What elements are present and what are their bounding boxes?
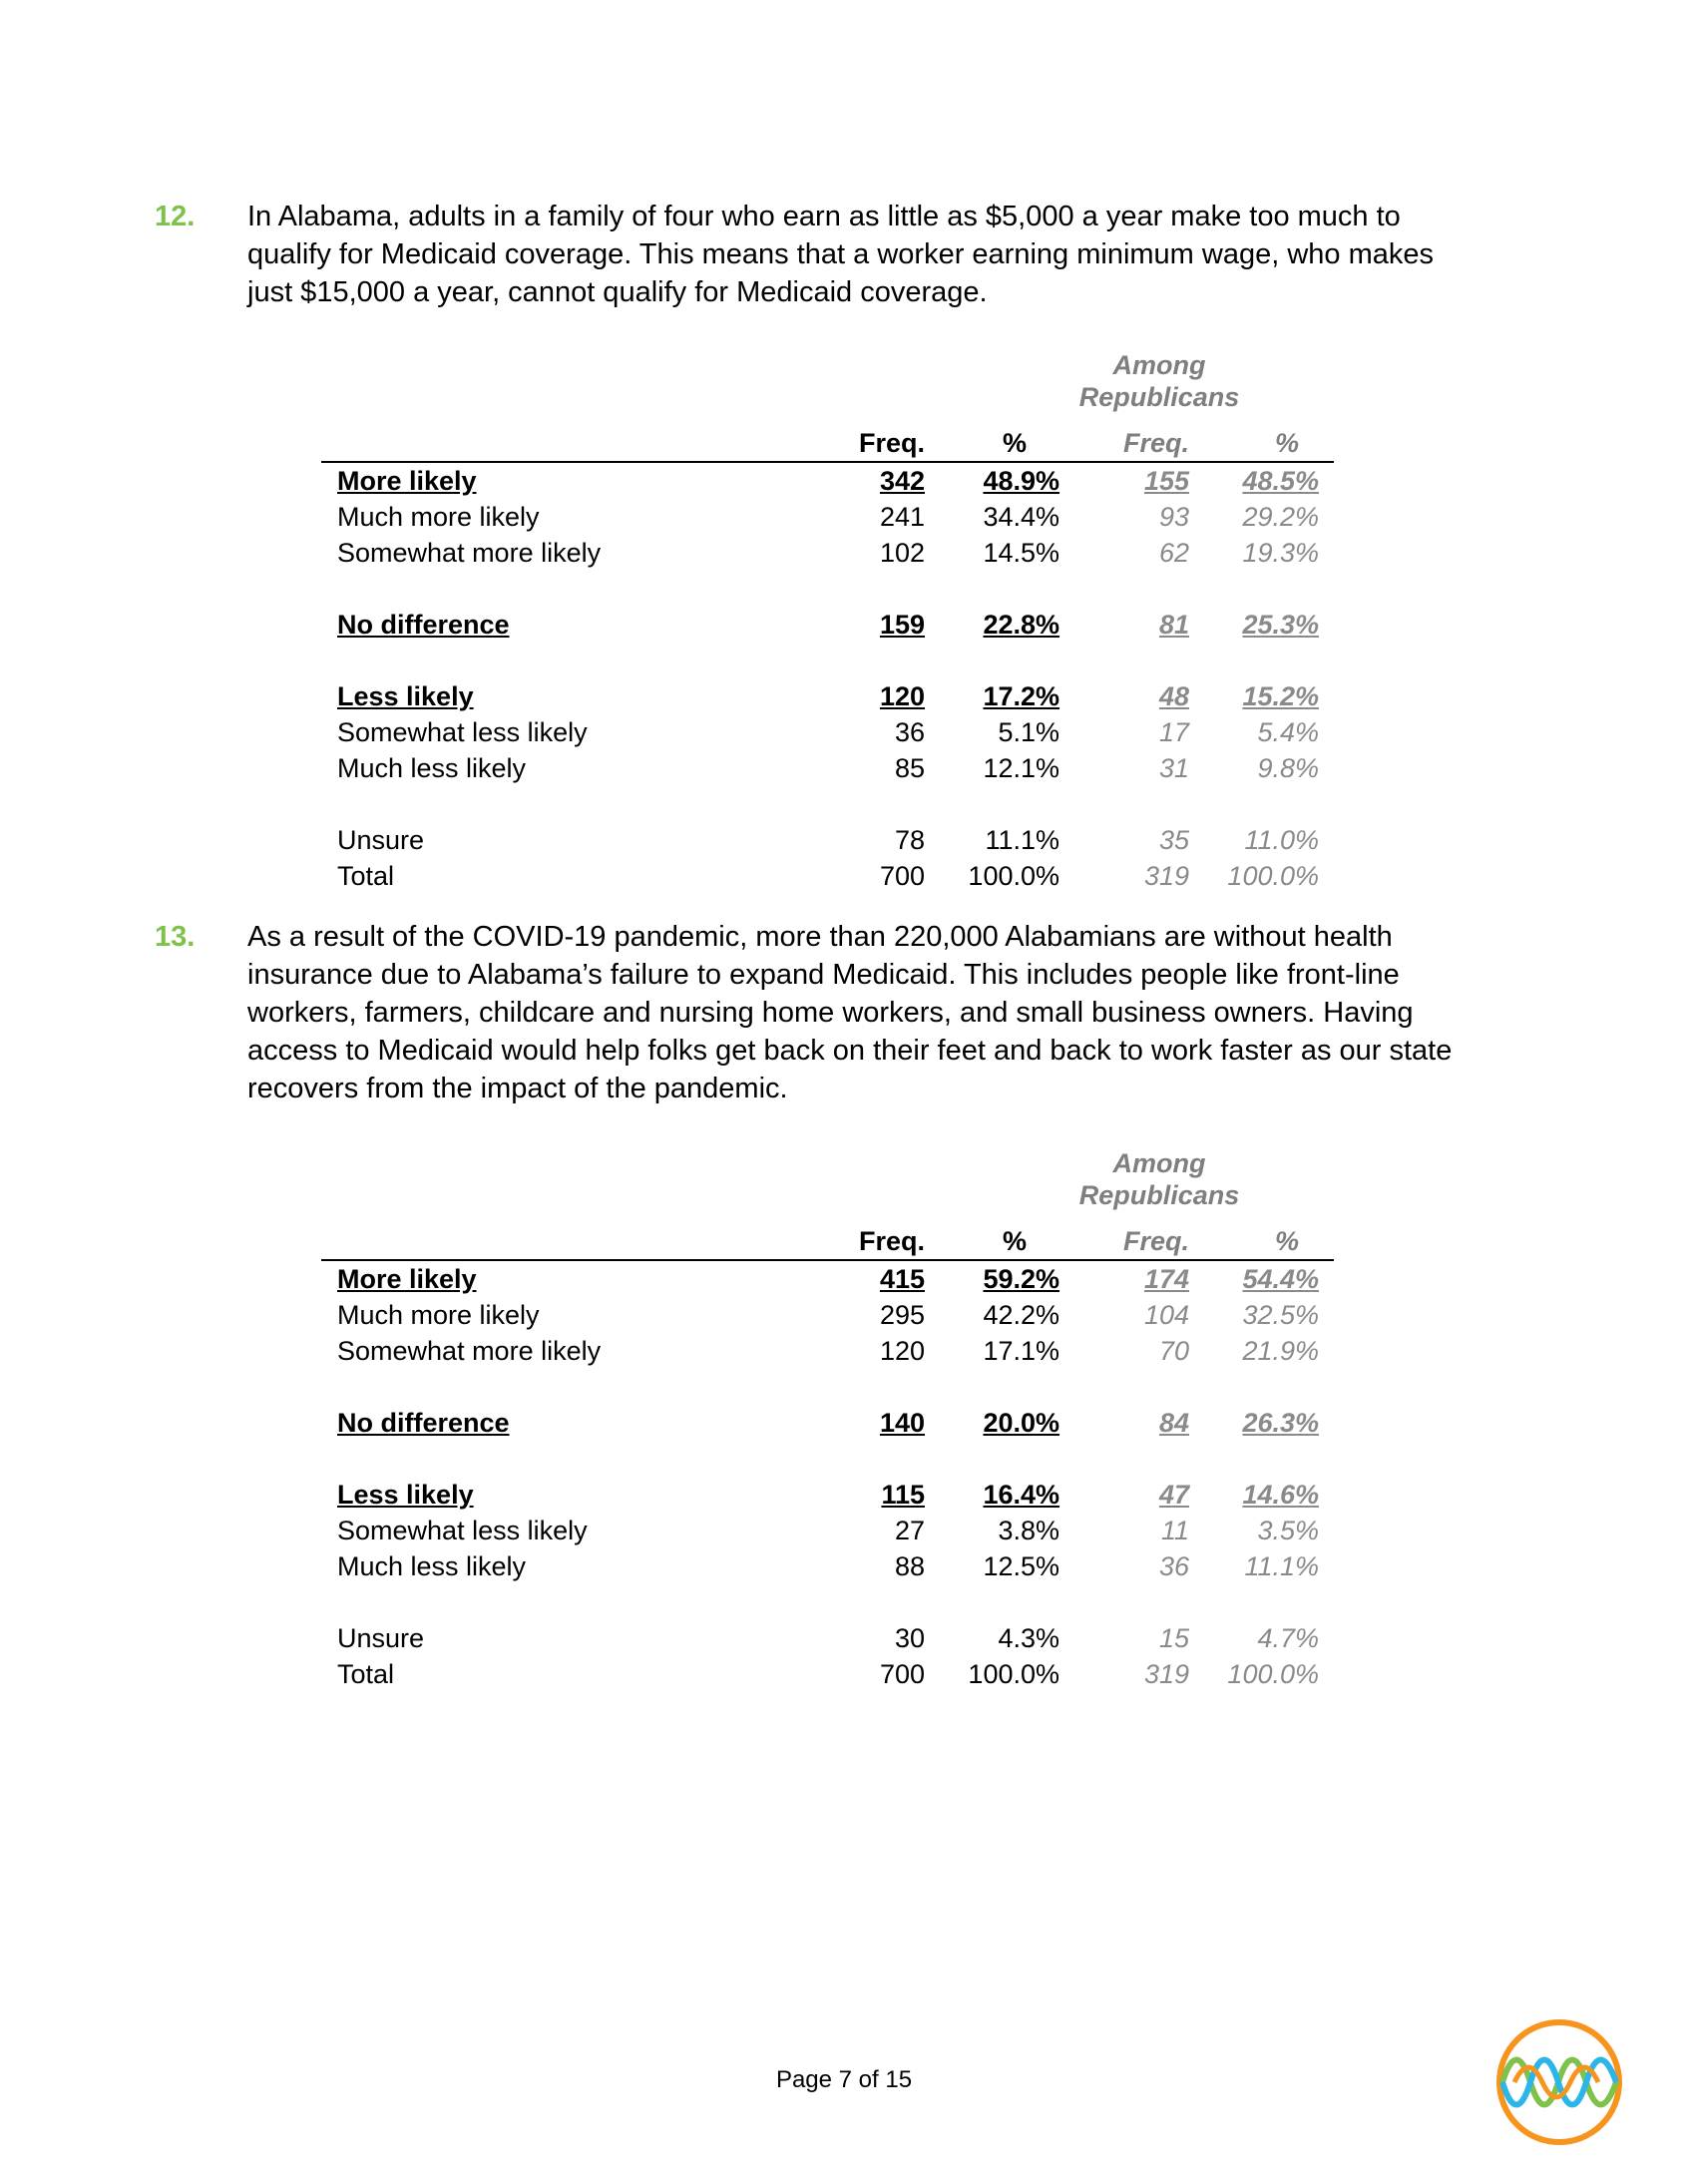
rep-pct-value: 5.4% — [1257, 717, 1319, 747]
row-label: More likely — [337, 1264, 477, 1294]
row-spacer — [321, 1369, 1334, 1405]
rep-freq-value: 62 — [1158, 538, 1189, 568]
freq-value: 241 — [879, 502, 925, 532]
pct-value: 5.1% — [998, 717, 1059, 747]
pct-value: 48.9% — [983, 466, 1059, 496]
pct-value: 12.5% — [983, 1551, 1059, 1581]
table-header — [321, 349, 1334, 461]
page-number: Page 7 of 15 — [775, 2066, 913, 2093]
row-label: More likely — [337, 466, 477, 496]
freq-value: 140 — [879, 1408, 925, 1438]
question-number: 12. — [155, 201, 196, 232]
row-spacer — [321, 1584, 1334, 1620]
freq-value: 78 — [894, 825, 925, 855]
rep-pct-value: 26.3% — [1242, 1408, 1319, 1438]
row-label: Somewhat more likely — [337, 1336, 602, 1366]
row-spacer — [321, 786, 1334, 822]
rep-pct-value: 9.8% — [1257, 753, 1319, 783]
row-spacer — [321, 1441, 1334, 1477]
wave-circle-logo-icon — [1494, 2017, 1624, 2147]
table-row — [321, 1297, 1334, 1333]
pct-value: 17.1% — [983, 1336, 1059, 1366]
rep-pct-value: 54.4% — [1242, 1264, 1319, 1294]
pct-value: 12.1% — [983, 753, 1059, 783]
pct-value: 16.4% — [983, 1480, 1059, 1510]
row-label: No difference — [337, 1408, 510, 1438]
rep-pct-value: 11.1% — [1244, 1551, 1319, 1581]
rep-pct-value: 100.0% — [1227, 861, 1319, 891]
rep-pct-value: 14.6% — [1242, 1480, 1319, 1510]
rep-freq-value: 104 — [1143, 1300, 1189, 1330]
table-row — [321, 1656, 1334, 1692]
table-row — [321, 499, 1334, 535]
rep-freq-value: 36 — [1158, 1551, 1189, 1581]
table-row — [321, 1333, 1334, 1369]
rep-freq-value: 17 — [1158, 717, 1189, 747]
row-label: Total — [337, 1659, 395, 1689]
row-label: Much more likely — [337, 1300, 540, 1330]
header-freq: Freq. — [858, 1226, 925, 1256]
rep-pct-value: 11.0% — [1244, 825, 1319, 855]
rep-freq-value: 81 — [1158, 610, 1189, 640]
freq-value: 295 — [879, 1300, 925, 1330]
rep-freq-value: 47 — [1158, 1480, 1189, 1510]
table-header — [321, 1147, 1334, 1259]
row-label: Less likely — [337, 1480, 474, 1510]
table-body — [321, 463, 1334, 894]
row-label: Somewhat more likely — [337, 538, 602, 568]
table-row — [321, 1261, 1334, 1297]
pct-value: 34.4% — [983, 502, 1059, 532]
table-row — [321, 1405, 1334, 1441]
table-row — [321, 822, 1334, 858]
question-text: As a result of the COVID-19 pandemic, more than 220,000 Alabamians are without health insurance due to Alabama’s failure to expand Medicaid. This includes people like front-line workers, farmers, childcare and nursing home workers, and small business owners. Having access to Medicaid would help folks get back on their feet and back to work faster as our state recovers from the impact of the pandemic. — [247, 921, 1453, 1104]
question-text: In Alabama, adults in a family of four who earn as little as $5,000 a year make too much to qualify for Medicaid coverage. This means that a worker earning minimum wage, who makes just $15,000 a year, cannot qualify for Medicaid coverage. — [247, 201, 1434, 308]
rep-pct-value: 19.3% — [1242, 538, 1319, 568]
rep-pct-value: 15.2% — [1242, 681, 1319, 711]
header-rep-freq: Freq. — [1122, 1226, 1189, 1256]
row-spacer — [321, 571, 1334, 607]
pct-value: 3.8% — [998, 1516, 1059, 1545]
table-row — [321, 750, 1334, 786]
header-pct: % — [1002, 1226, 1027, 1256]
rep-freq-value: 84 — [1158, 1408, 1189, 1438]
pct-value: 59.2% — [983, 1264, 1059, 1294]
rep-pct-value: 4.7% — [1257, 1623, 1319, 1653]
freq-value: 88 — [894, 1551, 925, 1581]
results-table-12 — [321, 349, 1334, 894]
freq-value: 120 — [879, 1336, 925, 1366]
row-label: Total — [337, 861, 395, 891]
pct-value: 20.0% — [983, 1408, 1059, 1438]
rep-pct-value: 21.9% — [1242, 1336, 1319, 1366]
freq-value: 120 — [879, 681, 925, 711]
row-label: Unsure — [337, 1623, 425, 1653]
rep-freq-value: 31 — [1158, 753, 1189, 783]
freq-value: 700 — [879, 1659, 925, 1689]
pct-value: 17.2% — [983, 681, 1059, 711]
freq-value: 85 — [894, 753, 925, 783]
header-rep-pct: % — [1274, 1226, 1299, 1256]
rep-freq-value: 319 — [1143, 1659, 1189, 1689]
table-row — [321, 1620, 1334, 1656]
pct-value: 11.1% — [985, 825, 1059, 855]
rep-freq-value: 48 — [1158, 681, 1189, 711]
freq-value: 415 — [879, 1264, 925, 1294]
freq-value: 342 — [879, 466, 925, 496]
rep-pct-value: 32.5% — [1242, 1300, 1319, 1330]
row-label: Unsure — [337, 825, 425, 855]
table-row — [321, 463, 1334, 499]
row-label: Much more likely — [337, 502, 540, 532]
rep-pct-value: 3.5% — [1257, 1516, 1319, 1545]
rep-freq-value: 11 — [1160, 1516, 1189, 1545]
pct-value: 4.3% — [998, 1623, 1059, 1653]
header-pct: % — [1002, 428, 1027, 458]
freq-value: 115 — [881, 1480, 925, 1510]
freq-value: 27 — [894, 1516, 925, 1545]
table-row — [321, 858, 1334, 894]
rep-freq-value: 93 — [1158, 502, 1189, 532]
question-number: 13. — [155, 921, 196, 953]
table-row — [321, 535, 1334, 571]
table-row — [321, 1477, 1334, 1513]
rep-freq-value: 70 — [1158, 1336, 1189, 1366]
row-label: Somewhat less likely — [337, 1516, 588, 1545]
rep-pct-value: 29.2% — [1242, 502, 1319, 532]
freq-value: 30 — [894, 1623, 925, 1653]
row-label: Much less likely — [337, 1551, 527, 1581]
row-spacer — [321, 643, 1334, 678]
header-freq: Freq. — [858, 428, 925, 458]
row-label: No difference — [337, 610, 510, 640]
freq-value: 102 — [879, 538, 925, 568]
rep-pct-value: 25.3% — [1242, 610, 1319, 640]
rep-pct-value: 100.0% — [1227, 1659, 1319, 1689]
rep-pct-value: 48.5% — [1242, 466, 1319, 496]
table-row — [321, 1513, 1334, 1548]
pct-value: 100.0% — [968, 1659, 1059, 1689]
among-republicans-label: Among Republicans — [1078, 350, 1240, 412]
rep-freq-value: 319 — [1143, 861, 1189, 891]
rep-freq-value: 15 — [1158, 1623, 1189, 1653]
pct-value: 42.2% — [983, 1300, 1059, 1330]
table-row — [321, 607, 1334, 643]
pct-value: 100.0% — [968, 861, 1059, 891]
results-table-13 — [321, 1147, 1334, 1692]
freq-value: 700 — [879, 861, 925, 891]
table-row — [321, 1548, 1334, 1584]
pct-value: 14.5% — [983, 538, 1059, 568]
header-rep-pct: % — [1274, 428, 1299, 458]
row-label: Somewhat less likely — [337, 717, 588, 747]
row-label: Much less likely — [337, 753, 527, 783]
freq-value: 36 — [894, 717, 925, 747]
table-row — [321, 714, 1334, 750]
freq-value: 159 — [879, 610, 925, 640]
table-row — [321, 678, 1334, 714]
header-rep-freq: Freq. — [1122, 428, 1189, 458]
table-body — [321, 1261, 1334, 1692]
among-republicans-label: Among Republicans — [1078, 1148, 1240, 1210]
rep-freq-value: 155 — [1143, 466, 1189, 496]
rep-freq-value: 174 — [1143, 1264, 1189, 1294]
pct-value: 22.8% — [983, 610, 1059, 640]
row-label: Less likely — [337, 681, 474, 711]
rep-freq-value: 35 — [1158, 825, 1189, 855]
